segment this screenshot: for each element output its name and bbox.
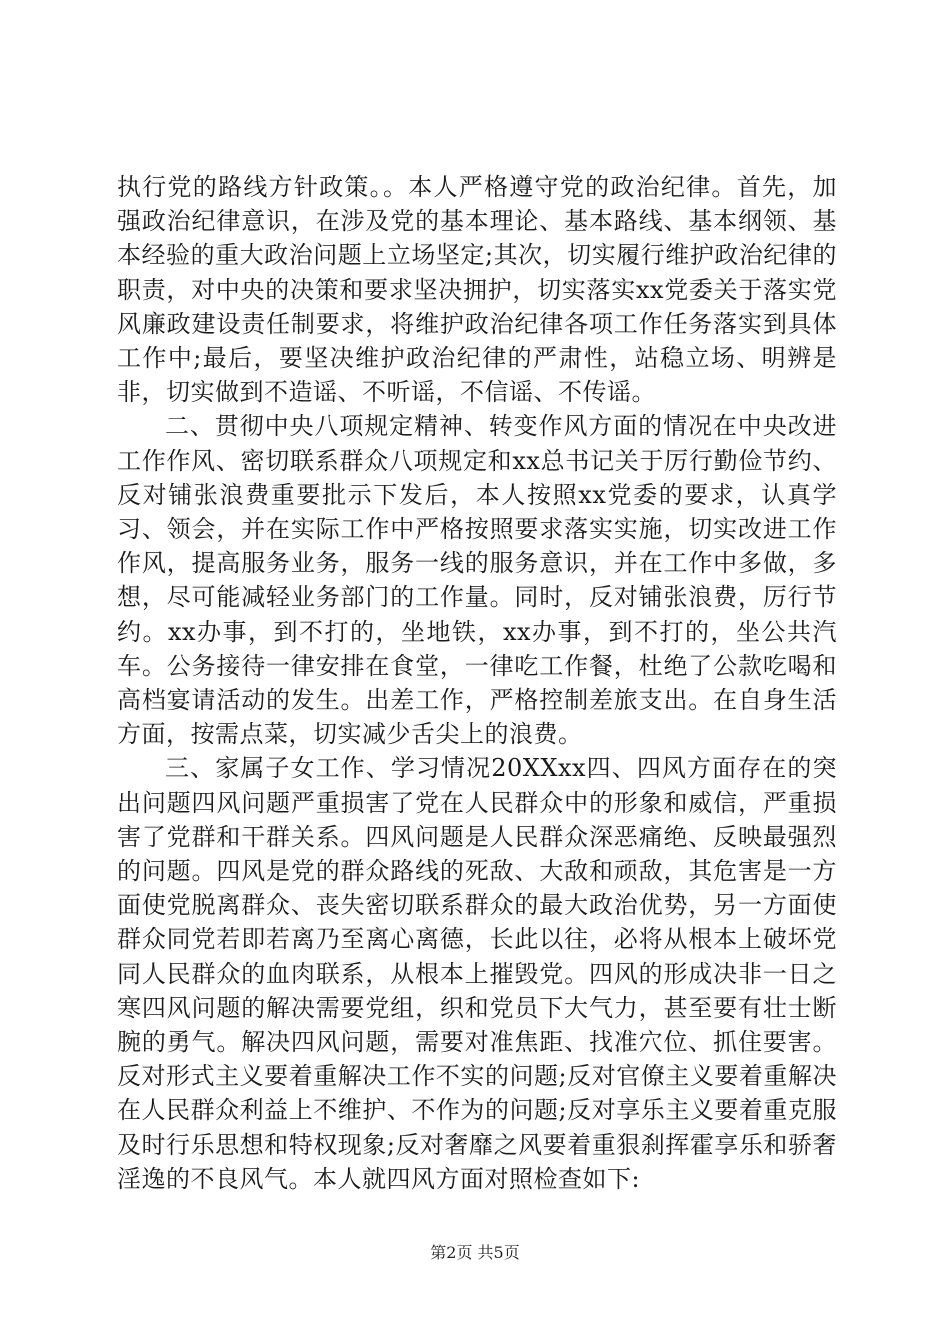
paragraph-eight-regulations: 二、贯彻中央八项规定精神、转变作风方面的情况在中央改进工作作风、密切联系群众八项规定和xx总书记关于厉行勤俭节约、反对铺张浪费重要批示下发后，本人按照xx党委的要求，认真学习、领会，并在实际工作中严格按照要求落实实施，切实改进工作作风，提高服务业务，服务一线的服务意识，并在工作中多做，多想，尽可能减轻业务部门的工作量。同时，反对铺张浪费，厉行节约。xx办事，到不打的，坐地铁，xx办事，到不打的，坐公共汽车。公务接待一律安排在食堂，一律吃工作餐，杜绝了公款吃喝和高档宴请活动的发生。出差工作，严格控制差旅支出。在自身生活方面，按需点菜，切实减少舌尖上的浪费。 [117, 412, 837, 749]
paragraph-four-styles: 三、家属子女工作、学习情况20XXxx四、四风方面存在的突出问题四风问题严重损害了党在人民群众中的形象和威信，严重损害了党群和干群关系。四风问题是人民群众深恶痛绝、反映最强烈的问题。四风是党的群众路线的死敌、大敌和顽敌，其危害是一方面使党脱离群众、丧失密切联系群众的最大政治优势，另一方面使群众同党若即若离乃至离心离德，长此以往，必将从根本上破坏党同人民群众的血肉联系，从根本上摧毁党。四风的形成决非一日之寒四风问题的解决需要党组，织和党员下大气力，甚至要有壮士断腕的勇气。解决四风问题，需要对准焦距、找准穴位、抓住要害。反对形式主义要着重解决工作不实的问题;反对官僚主义要着重解决在人民群众利益上不维护、不作为的问题;反对享乐主义要着重克服及时行乐思想和特权现象;反对奢靡之风要着重狠刹挥霍享乐和骄奢淫逸的不良风气。本人就四风方面对照检查如下: [117, 754, 837, 1193]
document-body [117, 170, 837, 1196]
page-number-footer: 第2页 共5页 [430, 1243, 520, 1262]
paragraph-political-discipline: 执行党的路线方针政策。。本人严格遵守党的政治纪律。首先，加强政治纪律意识，在涉及党的基本理论、基本路线、基本纲领、基本经验的重大政治问题上立场坚定;其次，切实履行维护政治纪律的职责，对中央的决策和要求坚决拥护，切实落实xx党委关于落实党风廉政建设责任制要求，将维护政治纪律各项工作任务落实到具体工作中;最后，要坚决维护政治纪律的严肃性，站稳立场、明辨是非，切实做到不造谣、不听谣，不信谣、不传谣。 [117, 173, 837, 407]
